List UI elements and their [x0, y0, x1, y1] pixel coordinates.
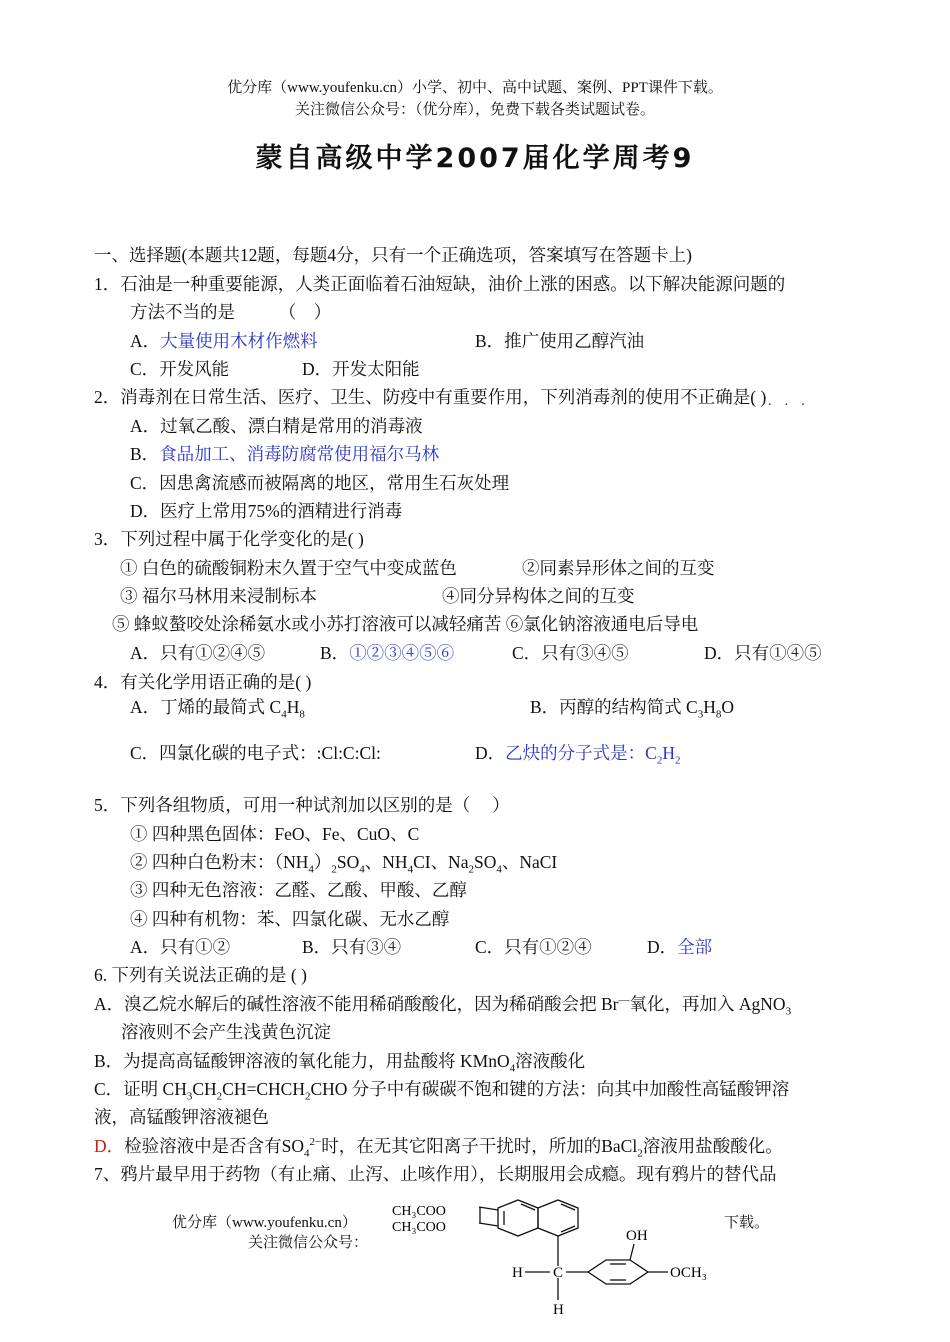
q3-option-b-text: ①②③④⑤⑥ — [349, 643, 455, 663]
struct-label: CH₃COO — [392, 1204, 446, 1219]
q2-option-c: C．因患禽流感而被隔离的地区，常用生石灰处理 — [130, 473, 510, 493]
q6-option-a-line1: A．溴乙烷水解后的碱性溶液不能用稀硝酸酸化，因为稀硝酸会把 Br—氧化，再加入 AgNO$_3$ — [94, 994, 792, 1018]
q3-item-4: ④同分异构体之间的互变 — [442, 586, 635, 606]
q4-option-d-text: 乙炔的分子式是：C — [505, 743, 657, 763]
q4-option-d-label: D． — [475, 743, 506, 763]
q5-item-1: ① 四种黑色固体：FeO、Fe、CuO、C — [130, 824, 420, 844]
q5-option-d-text: 全部 — [677, 937, 713, 957]
q6-option-b: B．为提高高锰酸钾溶液的氧化能力，用盐酸将 KMnO$_4$溶液酸化 — [94, 1051, 586, 1075]
q1-option-a — [130, 328, 318, 353]
q5-stem: 5．下列各组物质，可用一种试剂加以区别的是（ ） — [94, 795, 510, 815]
q4-option-d: D．乙炔的分子式是：$C_2H_2$ — [475, 743, 681, 767]
q4-option-b-text: B．丙醇的结构简式 C — [530, 697, 698, 717]
site-header-line1: 优分库（www.youfenku.cn）小学、初中、高中试题、案例、PPT课件下载。 — [227, 80, 723, 96]
footer-line1-left: 优分库（www.youfenku.cn） — [172, 1215, 357, 1231]
q6-stem: 6. 下列有关说法正确的是 ( ) — [94, 965, 307, 985]
q2-option-d: D．医疗上常用75%的酒精进行消毒 — [130, 501, 403, 521]
q4-option-b: B．丙醇的结构简式 $C_3H_8O$ — [530, 697, 735, 721]
q7-stem: 7、鸦片最早用于药物（有止痛、止泻、止咳作用），长期服用会成瘾。现有鸦片的替代品 — [94, 1164, 777, 1184]
q6-option-c-line1: C．证明 $CH_3CH_2CH=CHCH_2CHO$ 分子中有碳碳不饱和键的方法：向其中加酸性高锰酸钾溶 — [94, 1079, 790, 1103]
q2-option-a: A．过氧乙酸、漂白精是常用的消毒液 — [130, 416, 423, 436]
q3-option-c: C．只有③④⑤ — [512, 643, 629, 663]
q6-option-b-text: 溶液酸化 — [515, 1051, 586, 1071]
q1-option-b: B．推广使用乙醇汽油 — [475, 331, 645, 351]
q2-option-b-text: 食品加工、消毒防腐常使用福尔马林 — [159, 444, 440, 464]
q3-item-1: ① 白色的硫酸铜粉末久置于空气中变成蓝色 — [120, 558, 457, 578]
q5-item-2: ② 四种白色粉末：$(NH_4)_2SO_4$、$NH_4CI$、$Na_2SO_4$、NaCI — [130, 852, 558, 876]
struct-label: OCH₃ — [670, 1265, 707, 1281]
q5-item-2-part: CI、Na — [413, 852, 469, 872]
q3-option-a: A．只有①②④⑤ — [130, 643, 266, 663]
q5-item-2-part: ② 四种白色粉末：（NH — [130, 852, 309, 872]
q1-option-c: C．开发风能 — [130, 359, 230, 379]
q6-option-c-line2: 液，高锰酸钾溶液褪色 — [94, 1107, 269, 1127]
q6-option-d-text: 时，在无其它阳离子干扰时，所加的BaCl — [321, 1136, 638, 1156]
q3-stem: 3．下列过程中属于化学变化的是( ) — [94, 529, 364, 549]
q3-item-5-6: ⑤ 蜂蚁螯咬处涂稀氨水或小苏打溶液可以减轻痛苦 ⑥氯化钠溶液通电后导电 — [112, 614, 699, 634]
q1-option-a-text: 大量使用木材作燃料 — [160, 331, 318, 351]
q5-item-2-part: 、NH — [364, 852, 408, 872]
q6-option-d-text: 检验溶液中是否含有SO — [124, 1136, 305, 1156]
q3-item-2: ②同素异形体之间的互变 — [522, 558, 715, 578]
q1-stem-line1: 1．石油是一种重要能源，人类正面临着石油短缺，油价上涨的困惑。以下解决能源问题的 — [94, 274, 786, 294]
naphthalene-ring-right — [538, 1200, 578, 1236]
struct-label: H — [512, 1265, 523, 1281]
q5-option-a: A．只有①② — [130, 937, 231, 957]
q4-option-a-text: A．丁烯的最简式 C — [130, 697, 282, 717]
q6-option-d-label: D． — [94, 1136, 125, 1156]
q6-option-a-line2: 溶液则不会产生浅黄色沉淀 — [121, 1022, 331, 1042]
molecular-structure-diagram — [380, 1190, 740, 1340]
q5-option-c: C．只有①②④ — [475, 937, 592, 957]
q2-option-b-label: B． — [130, 444, 160, 464]
q3-option-b-label: B． — [320, 643, 350, 663]
q6-option-a-text: A．溴乙烷水解后的碱性溶液不能用稀硝酸酸化，因为稀硝酸会把 Br — [94, 994, 619, 1014]
struct-label: H — [553, 1302, 564, 1318]
q5-item-3: ③ 四种无色溶液：乙醛、乙酸、甲酸、乙醇 — [130, 880, 467, 900]
q3-option-d: D．只有①④⑤ — [704, 643, 822, 663]
q6-option-c-text: CH — [192, 1079, 217, 1099]
page-title: 蒙自高级中学2007届化学周考9 — [255, 143, 695, 174]
q6-option-c-text: CHO 分子中有碳碳不饱和键的方法：向其中加酸性高锰酸钾溶 — [310, 1079, 790, 1099]
q6-option-a-text: 氧化，再加入 AgNO — [629, 994, 786, 1014]
q2-option-b — [130, 441, 439, 466]
struct-label: C — [553, 1265, 564, 1281]
q5-item-2-part: 、NaCI — [501, 852, 558, 872]
q5-option-d-label: D． — [647, 937, 678, 957]
footer-line2: 关注微信公众号： — [248, 1235, 369, 1251]
q1-option-a-label: A． — [130, 331, 161, 351]
q4-option-a: A．丁烯的最简式 $C_4H_8$ — [130, 697, 305, 721]
q5-option-b: B．只有③④ — [302, 937, 402, 957]
q5-item-2-part: SO — [473, 852, 497, 872]
section-heading: 一、选择题(本题共12题，每题4分，只有一个正确选项，答案填写在答题卡上) — [94, 245, 692, 265]
q3-item-3: ③ 福尔马林用来浸制标本 — [120, 586, 317, 606]
q3-option-b — [320, 640, 454, 665]
q4-stem: 4．有关化学用语正确的是( ) — [94, 672, 312, 692]
site-header-line2: 关注微信公众号：（优分库），免费下载各类试题试卷。 — [294, 102, 655, 118]
q6-option-c-text: C．证明 CH — [94, 1079, 187, 1099]
q1-option-d: D．开发太阳能 — [302, 359, 420, 379]
struct-label: CH₃COO — [392, 1220, 446, 1235]
q6-option-d: D．检验溶液中是否含有$SO_4^{2-}$时，在无其它阳离子干扰时，所加的BaCl$_2$溶液用盐酸酸化。 — [94, 1136, 783, 1160]
q6-option-c-text: CH=CHCH — [222, 1079, 305, 1099]
emphasis-dots: ····· — [734, 398, 818, 413]
struct-label: OH — [626, 1228, 648, 1244]
q5-item-4: ④ 四种有机物：苯、四氯化碳、无水乙醇 — [130, 909, 450, 929]
footer-line1-right: 下载。 — [724, 1215, 770, 1231]
q2-stem: 2．消毒剂在日常生活、医疗、卫生、防疫中有重要作用，下列消毒剂的使用不正确是( ) — [94, 387, 767, 407]
q5-item-2-part: SO — [336, 852, 360, 872]
q6-option-b-text: B．为提高高锰酸钾溶液的氧化能力，用盐酸将 KMnO — [94, 1051, 510, 1071]
q1-stem-line2: 方法不当的是 （ ） — [130, 302, 332, 322]
q5-item-2-part: ） — [313, 852, 332, 872]
q5-option-d — [647, 934, 712, 959]
q4-option-c: C．四氯化碳的电子式：:Cl:C:Cl: — [130, 743, 381, 763]
q6-option-d-text: 溶液用盐酸酸化。 — [642, 1136, 783, 1156]
